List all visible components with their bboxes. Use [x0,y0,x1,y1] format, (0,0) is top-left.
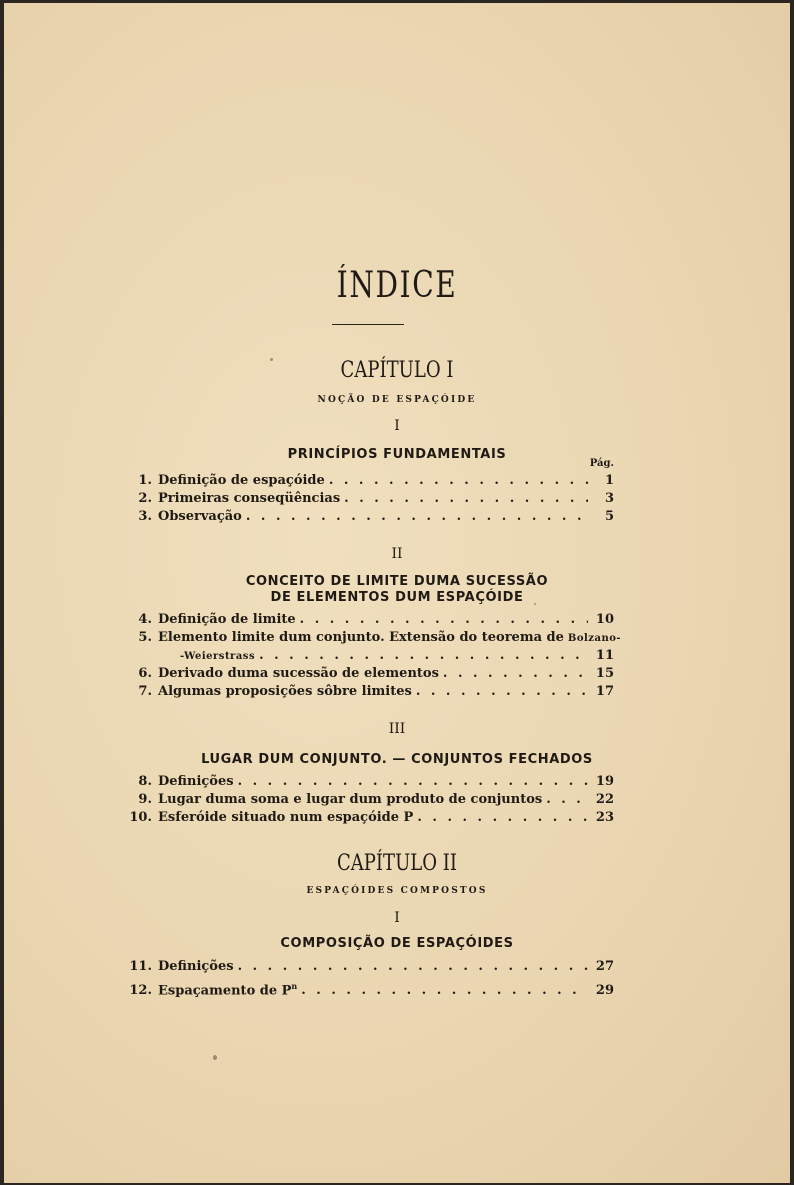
entry-title: Elemento limite dum conjunto. Extensão do teorema de [158,630,564,645]
section-1-3-title: LUGAR DUM CONJUNTO. — CONJUNTOS FECHADOS [201,752,593,767]
entry-title-text: Espaçamento de P [158,983,292,999]
entry-number: 3. [138,509,152,524]
toc-entry-8[interactable] [114,773,614,791]
entry-title: Algumas proposições sôbre limites [158,684,412,699]
leader-dots [259,647,588,665]
paper-speck [270,358,273,361]
section-1-2-title-line2: DE ELEMENTOS DUM ESPAÇÓIDE [270,590,524,605]
leader-dots [329,472,588,490]
leader-dots [546,791,588,809]
entry-page: 3 [604,491,614,506]
entry-number: 1. [138,473,152,488]
entry-page: 19 [595,774,614,789]
entry-number: 10. [129,810,152,825]
toc-entry-11[interactable] [114,958,614,976]
toc-entry-6[interactable] [114,665,614,683]
leader-dots [246,508,588,526]
entry-number: 4. [138,612,152,627]
leader-dots [443,665,588,683]
leader-dots [344,490,588,508]
entry-title: Definição de espaçóide [158,473,325,488]
toc-entry-12[interactable] [114,977,614,999]
page-column-label: Pág. [589,458,614,469]
entry-title: Definições [158,959,234,974]
entry-number: 2. [138,491,152,506]
toc-entry-1[interactable] [114,472,614,490]
chapter-1-title: CAPÍTULO I [340,358,454,383]
entry-title: Lugar duma soma e lugar dum produto de conjuntos [158,792,543,807]
entry-page: 15 [595,666,614,681]
toc-entry-7[interactable] [114,683,614,701]
entry-number: 5. [138,630,152,645]
section-1-3-numeral: III [388,721,406,737]
book-page [4,3,790,1183]
leader-dots [300,611,588,629]
toc-entry-5-continued[interactable] [114,647,614,665]
chapter-2-title: CAPÍTULO II [336,851,458,876]
entry-number: 6. [138,666,152,681]
entry-number: 11. [129,959,152,974]
toc-entry-4[interactable] [114,611,614,629]
section-2-1-title: COMPOSIÇÃO DE ESPAÇÓIDES [280,936,514,951]
entry-title: Definições [158,774,234,789]
entry-title: Derivado duma sucessão de elementos [158,666,439,681]
toc-entry-10[interactable] [114,809,614,827]
chapter-1-subtitle: NOÇÃO DE ESPAÇÓIDE [317,395,477,405]
entry-number: 9. [138,792,152,807]
page-title: ÍNDICE [336,265,458,306]
leader-dots [416,683,588,701]
entry-page: 23 [595,810,614,825]
leader-dots [238,958,588,976]
entry-superscript: n [291,981,298,991]
entry-number: 7. [138,684,152,699]
toc-entry-5[interactable] [114,629,622,647]
entry-number: 8. [138,774,152,789]
entry-title [158,977,297,1000]
toc-entry-2[interactable] [114,490,614,508]
paper-speck [213,1055,217,1060]
entry-page: 17 [595,684,614,699]
entry-page: 29 [595,983,614,999]
section-1-1-numeral: I [394,418,400,434]
entry-number: 12. [129,983,152,999]
entry-name: Bolzano- [567,633,622,644]
leader-dots [238,773,588,791]
section-1-1-title: PRINCÍPIOS FUNDAMENTAIS [287,447,507,462]
section-1-2-title-line1: CONCEITO DE LIMITE DUMA SUCESSÃO [245,574,549,589]
toc-entry-9[interactable] [114,791,614,809]
entry-page: 1 [604,473,614,488]
title-rule [332,324,404,325]
entry-name-continued: -Weierstrass [180,651,256,662]
section-2-1-numeral: I [394,910,400,926]
leader-dots [301,982,588,1000]
entry-page: 22 [595,792,614,807]
entry-page: 5 [604,509,614,524]
leader-dots [417,809,588,827]
entry-title: Observação [158,509,242,524]
entry-title: Esferóide situado num espaçóide P [158,810,414,825]
entry-page: 11 [595,648,614,663]
entry-page: 27 [595,959,614,974]
entry-title: Primeiras conseqüências [158,491,341,506]
chapter-2-subtitle: ESPAÇÓIDES COMPOSTOS [306,886,488,896]
entry-page: 10 [595,612,614,627]
entry-title: Definição de limite [158,612,296,627]
section-1-2-numeral: II [391,546,403,562]
paper-speck [534,603,536,605]
toc-entry-3[interactable] [114,508,614,526]
